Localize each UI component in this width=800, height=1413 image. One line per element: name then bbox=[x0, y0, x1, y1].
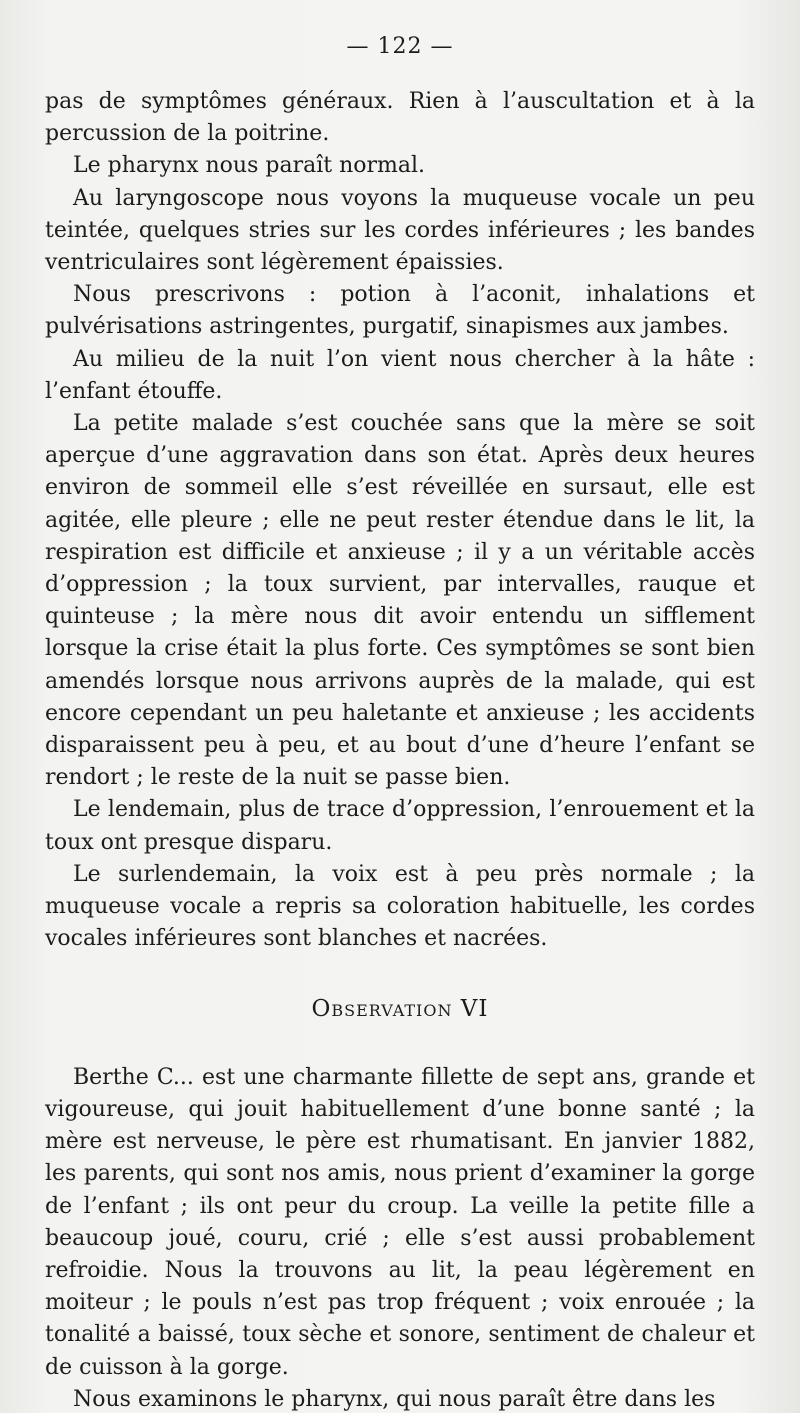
paragraph: La petite malade s’est couchée sans que la mère se soit aperçue d’une aggravation dans son état. Après deux heures environ de sommeil elle s’est réveillée en sursaut, elle est agitée, elle pleure ; elle ne peut rester étendue dans le lit, la respiration est difficile et anxieuse ; il y a un véritable accès d’oppression ; la toux survient, par intervalles, rauque et quinteuse ; la mère nous dit avoir entendu un sifflement lorsque la crise était la plus forte. Ces symptômes se sont bien amendés lorsque nous arrivons auprès de la malade, qui est encore cependant un peu haletante et anxieuse ; les accidents disparaissent peu à peu, et au bout d’une d’heure l’enfant se rendort ; le reste de la nuit se passe bien. bbox=[45, 411, 755, 791]
page-body bbox=[45, 86, 755, 1413]
paragraph: Au milieu de la nuit l’on vient nous chercher à la hâte : l’enfant étouffe. bbox=[45, 346, 755, 404]
paragraph-continuation: pas de symptômes généraux. Rien à l’auscultation et à la percussion de la poitrine. bbox=[45, 89, 755, 147]
paragraph: Berthe C... est une charmante fillette de sept ans, grande et vigoureuse, qui jouit habituellement d’une bonne santé ; la mère est nerveuse, le père est rhumatisant. En janvier 1882, les parents, qui sont nos amis, nous prient d’examiner la gorge de l’enfant ; ils ont peur du croup. La veille la petite fille a beaucoup joué, couru, crié ; elle s’est aussi probablement refroidie. Nous la trouvons au lit, la peau légèrement en moiteur ; le pouls n’est pas trop fréquent ; voix enrouée ; la tonalité a baissé, toux sèche et sonore, sentiment de chaleur et de cuisson à la gorge. bbox=[45, 1064, 755, 1380]
page-number: — 122 — bbox=[346, 34, 454, 59]
paragraph: Au laryngoscope nous voyons la muqueuse vocale un peu teintée, quelques stries sur les cordes inférieures ; les bandes ventriculaires sont légèrement épaissies. bbox=[45, 185, 755, 276]
paragraph: Le surlendemain, la voix est à peu près normale ; la muqueuse vocale a repris sa coloration habituelle, les cordes vocales inférieures sont blanches et nacrées. bbox=[45, 861, 755, 952]
paragraph: Le lendemain, plus de trace d’oppression, l’enrouement et la toux ont presque disparu. bbox=[45, 797, 755, 855]
paragraph: Nous prescrivons : potion à l’aconit, inhalations et pulvérisations astringentes, purgatif, sinapismes aux jambes. bbox=[45, 282, 755, 340]
section-heading: Observation VI bbox=[311, 996, 489, 1023]
paragraph: Le pharynx nous paraît normal. bbox=[73, 153, 426, 179]
paragraph: Nous examinons le pharynx, qui nous paraît être dans les bbox=[73, 1386, 716, 1412]
